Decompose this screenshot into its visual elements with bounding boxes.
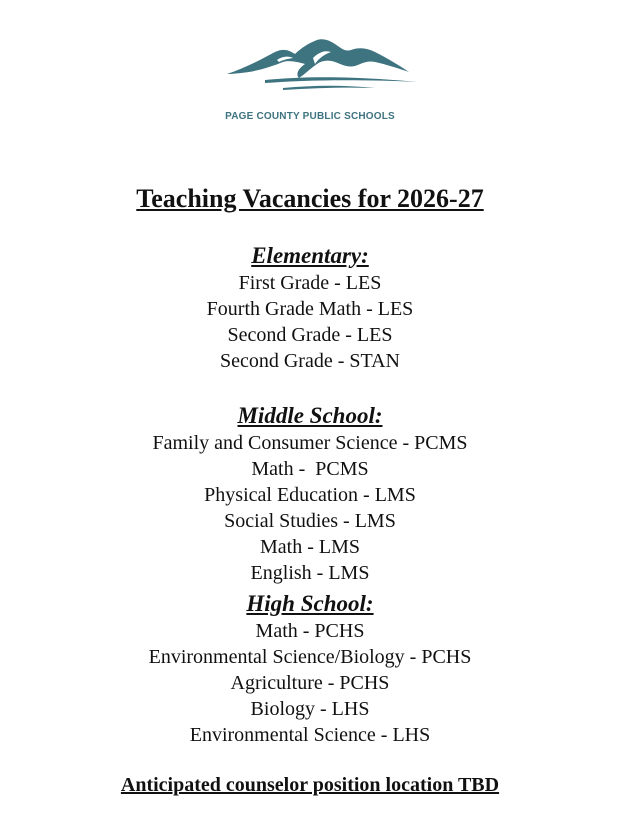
list-item: First Grade - LES [238,272,382,294]
list-item: Math - LMS [260,536,360,558]
mountain-logo-icon [225,38,420,100]
list-item: Second Grade - STAN [219,350,401,372]
section-high-school [0,590,620,748]
list-item: Physical Education - LMS [204,484,416,506]
section-elementary [0,242,620,374]
footer-note: Anticipated counselor position location TBD [120,774,500,796]
list-item: Agriculture - PCHS [230,672,390,694]
page-title: Teaching Vacancies for 2026-27 [136,184,484,213]
list-item: Environmental Science - LHS [189,724,431,746]
school-logo [0,38,620,128]
section-middle-school [0,402,620,586]
list-item: Family and Consumer Science - PCMS [152,432,468,454]
list-item: Social Studies - LMS [224,510,396,532]
list-item: Biology - LHS [250,698,370,720]
list-item: English - LMS [250,562,370,584]
list-item: Second Grade - LES [227,324,393,346]
list-item: Fourth Grade Math - LES [206,298,414,320]
logo-text: PAGE COUNTY PUBLIC SCHOOLS [225,111,395,122]
list-item: Math - PCMS [251,458,369,480]
section-heading: Middle School: [237,403,383,428]
section-heading: High School: [246,591,374,616]
section-heading: Elementary: [251,243,369,268]
list-item: Math - PCHS [255,620,365,642]
list-item: Environmental Science/Biology - PCHS [148,646,472,668]
vacancy-list [0,182,620,798]
